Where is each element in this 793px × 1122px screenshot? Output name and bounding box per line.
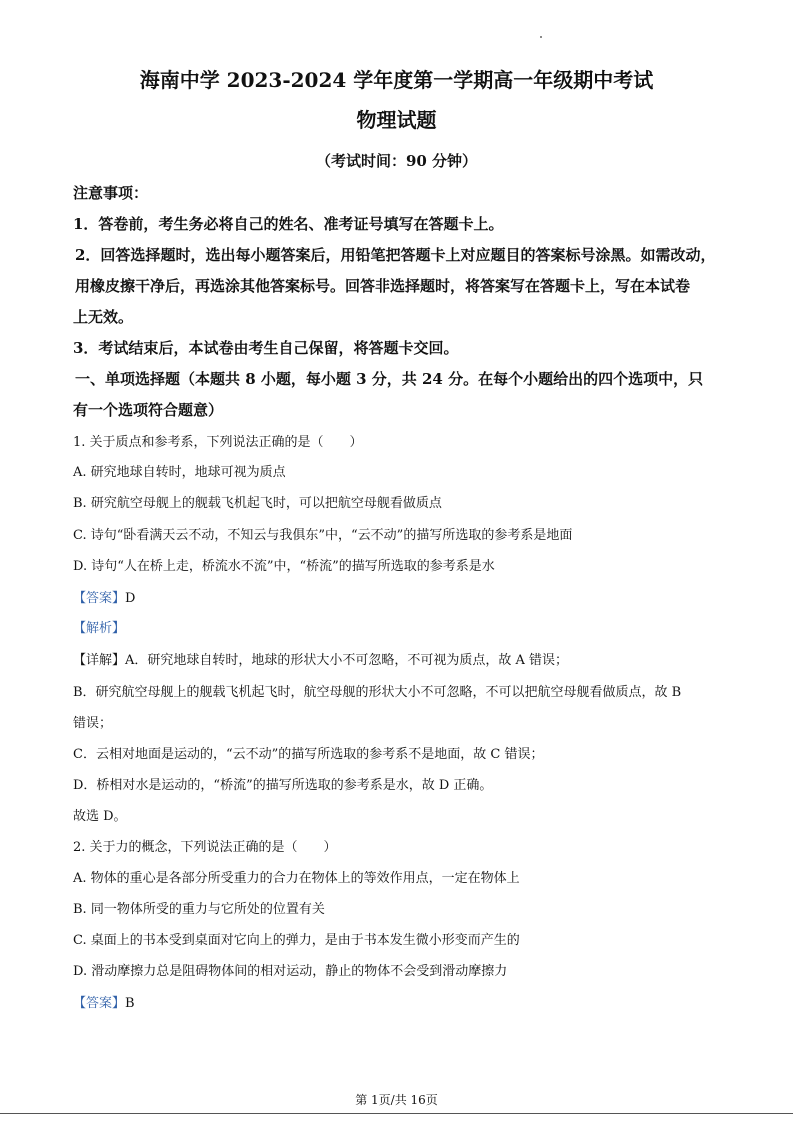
q1-option-b: B. 研究航空母舰上的舰载飞机起飞时，可以把航空母舰看做质点 <box>73 496 442 511</box>
footer-divider <box>0 1113 793 1114</box>
section-heading-line-2: 有一个选项符合题意） <box>73 401 224 419</box>
q1-detail-b-line-1: B．研究航空母舰上的舰载飞机起飞时，航空母舰的形状大小不可忽略，不可以把航空母舰看做质点，故 B <box>73 685 682 700</box>
exam-duration: （考试时间：90 分钟） <box>315 152 478 170</box>
q1-detail-c: C．云相对地面是运动的，“云不动”的描写所选取的参考系不是地面，故 C 错误； <box>73 747 544 762</box>
q1-option-c: C. 诗句“卧看满天云不动，不知云与我俱东”中，“云不动”的描写所选取的参考系是地面 <box>73 528 573 543</box>
exam-title: 海南中学 2023-2024 学年度第一学期高一年级期中考试 <box>139 68 654 92</box>
notice-item-2-line-2: 用橡皮擦干净后，再选涂其他答案标号。回答非选择题时，将答案写在答题卡上，写在本试卷 <box>75 277 691 295</box>
q1-detail-b-line-2: 错误； <box>73 716 113 731</box>
answer-tag: 【答案】 <box>73 591 126 606</box>
q2-option-b: B. 同一物体所受的重力与它所处的位置有关 <box>73 902 325 917</box>
notice-heading: 注意事项： <box>73 184 149 202</box>
speck-mark <box>540 36 542 38</box>
q2-stem: 2. 关于力的概念，下列说法正确的是（ ） <box>73 840 337 855</box>
q2-option-c: C. 桌面上的书本受到桌面对它向上的弹力，是由于书本发生微小形变而产生的 <box>73 933 520 948</box>
q2-option-d: D. 滑动摩擦力总是阻碍物体间的相对运动，静止的物体不会受到滑动摩擦力 <box>73 964 508 979</box>
q1-detail-a <box>73 649 568 668</box>
q1-option-d: D. 诗句“人在桥上走，桥流水不流”中，“桥流”的描写所选取的参考系是水 <box>73 559 495 574</box>
answer-tag: 【答案】 <box>73 996 126 1011</box>
answer-value: B <box>125 996 135 1011</box>
notice-item-1: 1．答卷前，考生务必将自己的姓名、准考证号填写在答题卡上。 <box>73 215 504 233</box>
notice-item-2-line-3: 上无效。 <box>73 308 134 326</box>
notice-item-2-line-1: 2．回答选择题时，选出每小题答案后，用铅笔把答题卡上对应题目的答案标号涂黑。如需改动， <box>75 246 716 264</box>
q2-answer <box>73 992 135 1011</box>
q1-answer <box>73 587 135 606</box>
page-footer: 第 1页/共 16页 <box>355 1093 438 1107</box>
q1-analysis-tag: 【解析】 <box>73 621 126 636</box>
q2-option-a: A. 物体的重心是各部分所受重力的合力在物体上的等效作用点，一定在物体上 <box>73 871 520 886</box>
notice-item-3: 3．考试结束后，本试卷由考生自己保留，将答题卡交回。 <box>73 339 459 357</box>
section-heading-line-1: 一、单项选择题（本题共 8 小题，每小题 3 分，共 24 分。在每个小题给出的四个选项中，只 <box>75 370 704 388</box>
detail-a-text: A．研究地球自转时，地球的形状大小不可忽略，不可视为质点，故 A 错误； <box>125 653 569 668</box>
q1-detail-d: D．桥相对水是运动的，“桥流”的描写所选取的参考系是水，故 D 正确。 <box>73 778 493 793</box>
detail-tag: 【详解】 <box>73 653 126 668</box>
exam-subject: 物理试题 <box>356 108 437 132</box>
q1-stem: 1. 关于质点和参考系，下列说法正确的是（ ） <box>73 435 363 450</box>
q1-conclusion: 故选 D。 <box>73 809 127 824</box>
q1-option-a: A. 研究地球自转时，地球可视为质点 <box>73 465 286 480</box>
answer-value: D <box>125 591 136 606</box>
